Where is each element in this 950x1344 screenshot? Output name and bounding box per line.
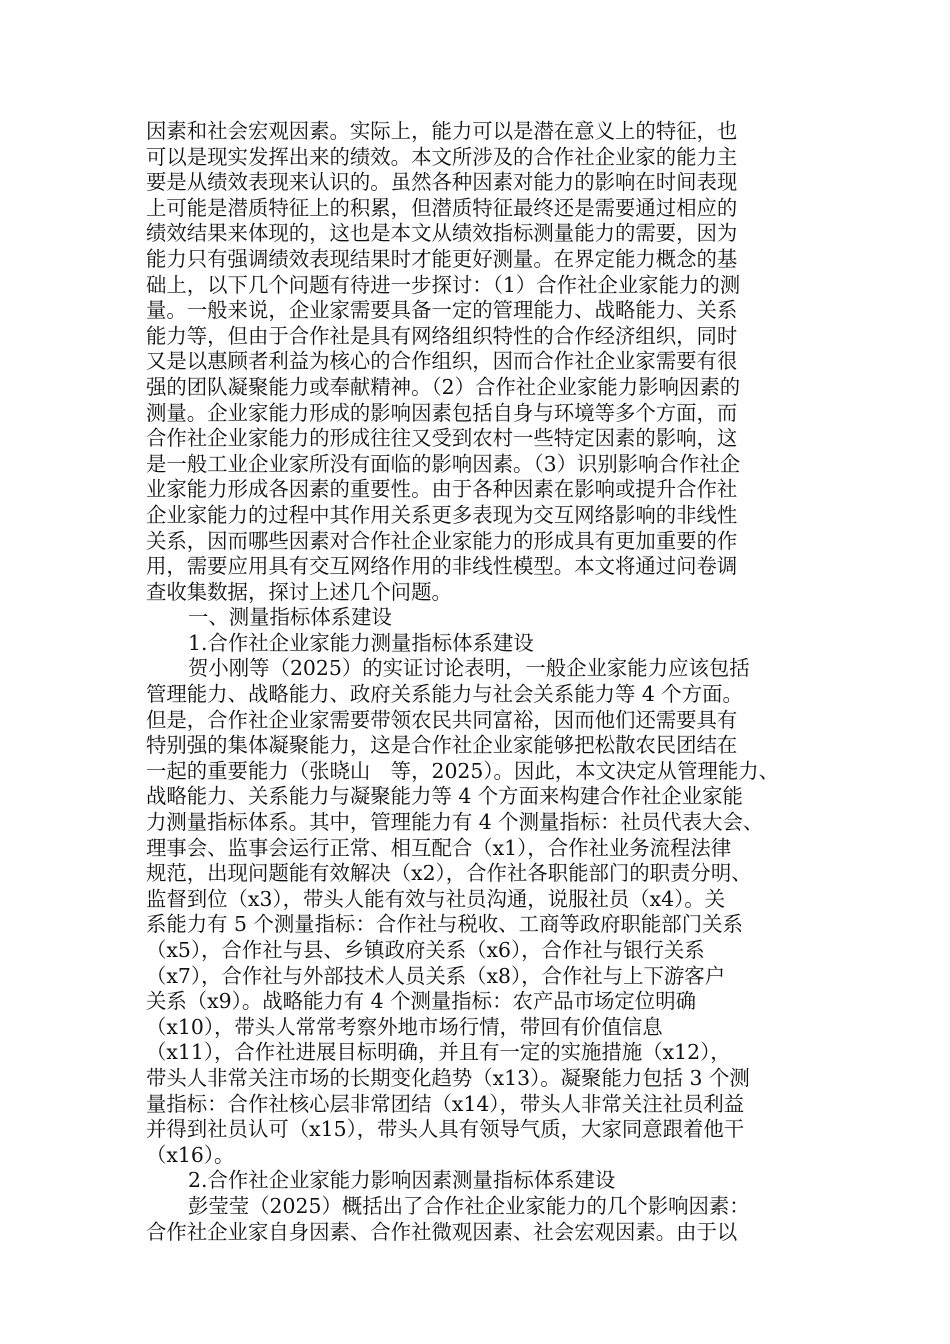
text-line: 能力只有强调绩效表现结果时才能更好测量。在界定能力概念的基: [146, 246, 738, 271]
paragraph-first-line: 彭莹莹（2025）概括出了合作社企业家能力的几个影响因素：: [188, 1193, 750, 1218]
text-line: （x11），合作社进展目标明确，并且有一定的实施措施（x12），: [146, 1040, 731, 1065]
text-line: 用，需要应用具有交互网络作用的非线性模型。本文将通过问卷调: [146, 554, 738, 579]
text-line: 管理能力、战略能力、政府关系能力与社会关系能力等 4 个方面。: [146, 682, 743, 707]
text-line: 查收集数据，探讨上述几个问题。: [146, 579, 452, 604]
text-line: 关系（x9）。战略能力有 4 个测量指标：农产品市场定位明确: [146, 989, 696, 1014]
text-line: 规范，出现问题能有效解决（x2），合作社各职能部门的职责分明、: [146, 861, 752, 886]
text-line: 监督到位（x3），带头人能有效与社员沟通，说服社员（x4）。关: [146, 886, 726, 911]
paragraph-first-line: 一、测量指标体系建设: [188, 605, 392, 630]
text-line: 绩效结果来体现的，这也是本文从绩效指标测量能力的需要，因为: [146, 221, 738, 246]
document-body: [146, 119, 836, 1245]
text-line: 能力等，但由于合作社是具有网络组织特性的合作经济组织，同时: [146, 323, 738, 348]
text-line: 力测量指标体系。其中，管理能力有 4 个测量指标：社员代表大会、: [146, 810, 764, 835]
paragraph-first-line: 1.合作社企业家能力测量指标体系建设: [188, 630, 534, 655]
text-line: 又是以惠顾者利益为核心的合作组织，因而合作社企业家需要有很: [146, 349, 738, 374]
text-line: （x10），带头人常常考察外地市场行情，带回有价值信息: [146, 1014, 663, 1039]
text-line: 合作社企业家能力的形成往往又受到农村一些特定因素的影响，这: [146, 426, 738, 451]
text-line: 是一般工业企业家所没有面临的影响因素。（3）识别影响合作社企: [146, 451, 741, 476]
text-line: 业家能力形成各因素的重要性。由于各种因素在影响或提升合作社: [146, 477, 738, 502]
text-line: 量。一般来说，企业家需要具备一定的管理能力、战略能力、关系: [146, 298, 738, 323]
text-line: 强的团队凝聚能力或奉献精神。（2）合作社企业家能力影响因素的: [146, 374, 741, 399]
text-line: （x16）。: [146, 1142, 235, 1167]
text-line: 特别强的集体凝聚能力，这是合作社企业家能够把松散农民团结在: [146, 733, 738, 758]
text-line: （x5），合作社与县、乡镇政府关系（x6），合作社与银行关系: [146, 938, 705, 962]
paragraph-first-line: 贺小刚等（2025）的实证讨论表明，一般企业家能力应该包括: [188, 656, 750, 681]
text-line: 量指标：合作社核心层非常团结（x14），带头人非常关注社员利益: [146, 1091, 745, 1116]
text-line: 关系，因而哪些因素对合作社企业家能力的形成具有更加重要的作: [146, 528, 738, 553]
text-line: （x7），合作社与外部技术人员关系（x8），合作社与上下游客户: [146, 963, 726, 988]
paragraph-first-line: 2.合作社企业家能力影响因素测量指标体系建设: [188, 1168, 616, 1193]
text-line: 系能力有 5 个测量指标：合作社与税收、工商等政府职能部门关系: [146, 912, 743, 937]
text-line: 并得到社员认可（x15），带头人具有领导气质，大家同意跟着他干: [146, 1117, 745, 1142]
text-line: 要是从绩效表现来认识的。虽然各种因素对能力的影响在时间表现: [146, 170, 738, 195]
text-line: 带头人非常关注市场的长期变化趋势（x13）。凝聚能力包括 3 个测: [146, 1065, 750, 1090]
text-line: 上可能是潜质特征上的积累，但潜质特征最终还是需要通过相应的: [146, 195, 738, 220]
text-line: 战略能力、关系能力与凝聚能力等 4 个方面来构建合作社企业家能: [146, 784, 743, 809]
text-line: 一起的重要能力（张晓山 等，2025）。因此，本文决定从管理能力、: [146, 758, 780, 783]
text-line: 可以是现实发挥出来的绩效。本文所涉及的合作社企业家的能力主: [146, 144, 738, 169]
text-line: 测量。企业家能力形成的影响因素包括自身与环境等多个方面，而: [146, 400, 738, 425]
text-line: 企业家能力的过程中其作用关系更多表现为交互网络影响的非线性: [146, 502, 738, 527]
text-line: 但是，合作社企业家需要带领农民共同富裕，因而他们还需要具有: [146, 707, 738, 732]
text-line: 理事会、监事会运行正常、相互配合（x1），合作社业务流程法律: [146, 835, 732, 860]
text-line: 合作社企业家自身因素、合作社微观因素、社会宏观因素。由于以: [146, 1219, 738, 1244]
text-line: 因素和社会宏观因素。实际上，能力可以是潜在意义上的特征，也: [146, 119, 738, 143]
text-line: 础上，以下几个问题有待进一步探讨：（1）合作社企业家能力的测: [146, 272, 741, 297]
